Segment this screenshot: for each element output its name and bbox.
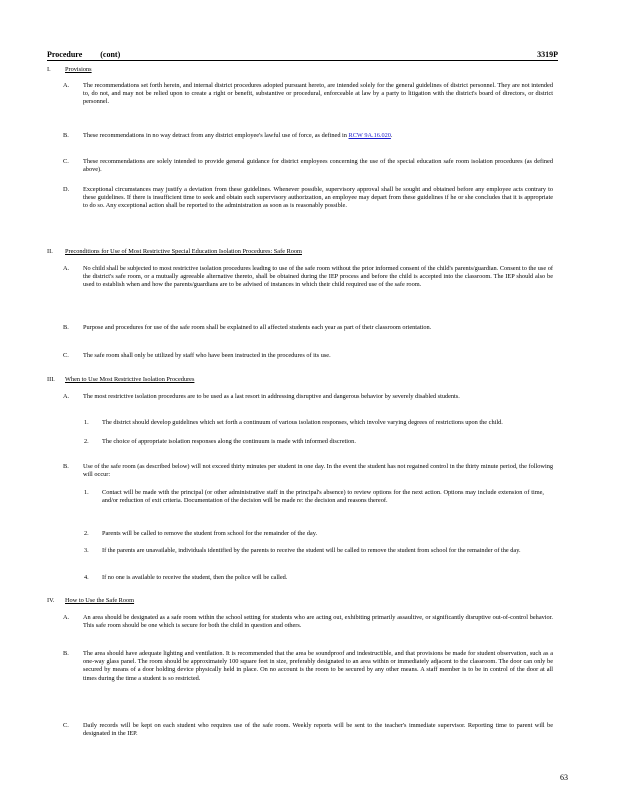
item-text: The recommendations set forth herein, and internal district procedures adopted pursuant hereto, are intended solely for the general guidelines of district personnel. They are not intended to, do not, and may not be relied upon to create a right or benefit, substantive or procedural, enforceable at law by a party to litigation with the district's board of directors, or district personnel.	[83, 82, 553, 106]
item-letter: B.	[63, 324, 69, 331]
sub-item-text: If no one is available to receive the student, then the police will be called.	[102, 574, 288, 581]
item-letter: A.	[63, 393, 70, 400]
section-numeral: IV.	[47, 597, 55, 604]
item-letter: C.	[63, 352, 69, 359]
item-text: The most restrictive isolation procedures are to be used as a last resort in addressing disruptive and dangerous behavior by severely disabled students.	[83, 393, 460, 400]
item-letter: B.	[63, 463, 69, 470]
item-letter: C.	[63, 722, 69, 729]
item-text: Daily records will be kept on each student who requires use of the safe room. Weekly reports will be sent to the teacher's immediate supervisor. Reporting time to parent will be designated in the IEP.	[83, 722, 553, 738]
item-text: An area should be designated as a safe room within the school setting for students who are acting out, exhibiting primarily assaultive, or significantly disruptive out-of-control behavior. This safe room should be one which is secure for both the child in question and others.	[83, 614, 553, 630]
item-text: The safe room shall only be utilized by staff who have been instructed in the procedures of its use.	[83, 352, 331, 359]
page-number: 63	[560, 773, 568, 782]
item-letter: A.	[63, 82, 70, 89]
sub-item-text: The choice of appropriate isolation responses along the continuum is made with informed discretion.	[102, 438, 356, 445]
header-cont: (cont)	[100, 50, 121, 59]
sub-item-number: 3.	[84, 547, 89, 554]
item-text-body: These recommendations in no way detract from any district employee's lawful use of force, as defined in	[83, 132, 347, 139]
sub-item-text: The district should develop guidelines which set forth a continuum of various isolation responses, which involve varying degrees of restrictions upon the child.	[102, 419, 503, 426]
item-letter: C.	[63, 158, 69, 165]
item-letter: B.	[63, 650, 69, 657]
section-title: Preconditions for Use of Most Restrictive Special Education Isolation Procedures: Safe Room	[65, 248, 302, 255]
item-letter: D.	[63, 186, 70, 193]
sub-item-text: Contact will be made with the principal (or other administrative staff in the principal's absence) to review options for the next action. Options may include extension of time, and/or reduction of exit criteria. Documentation of the decision will be made re: the decision and reasons thereof.	[102, 489, 544, 505]
section-numeral: III.	[47, 376, 55, 383]
item-text-tail: .	[390, 132, 393, 139]
item-text: Exceptional circumstances may justify a deviation from these guidelines. Whenever possible, supervisory approval shall be sought and obtained before any employee acts contrary to these guidelines. If there is insufficient time to seek and obtain such supervisory authorization, an employee may depart from these guidelines if he or she concludes that it is appropriate to do so. Any exceptional action shall be reported to the administration as soon as is reasonably possible.	[83, 186, 553, 210]
rcw-link[interactable]: RCW 9A.16.020	[348, 132, 391, 139]
item-text: No child shall be subjected to most restrictive isolation procedures leading to use of the safe room without the prior informed consent of the child's parents/guardian. Consent to the use of the district's safe room, or a mutually agreeable alternative thereto, shall be obtained during the IEP process and before the child is accepted into the classroom. The IEP should also be used to establish when and how the parents/guardians are to be advised of instances in which their child required use of the safe room.	[83, 265, 553, 289]
section-title: Provisions	[65, 66, 92, 73]
item-text	[83, 132, 553, 140]
header-label: Procedure	[47, 50, 83, 59]
sub-item-number: 4.	[84, 574, 89, 581]
item-text: Purpose and procedures for use of the safe room shall be explained to all affected students each year as part of their classroom orientation.	[83, 324, 432, 331]
policy-number: 3319P	[537, 50, 558, 59]
section-numeral: I.	[47, 66, 51, 73]
sub-item-text: Parents will be called to remove the student from school for the remainder of the day.	[102, 530, 318, 537]
sub-item-number: 2.	[84, 438, 89, 445]
item-text: These recommendations are solely intended to provide general guidance for district employees concerning the use of the special education safe room isolation procedures (as defined above).	[83, 158, 553, 174]
item-letter: B.	[63, 132, 69, 139]
sub-item-number: 1.	[84, 489, 89, 496]
sub-item-text: If the parents are unavailable, individuals identified by the parents to receive the student will be called to remove the student from school for the remainder of the day.	[102, 547, 521, 554]
section-numeral: II.	[47, 248, 53, 255]
page-header	[47, 50, 558, 61]
item-text: The area should have adequate lighting and ventilation. It is recommended that the area be soundproof and indestructible, and that provisions be made for student observation, such as a one-way glass panel. The room should be approximately 100 square feet in size, preferably designated to an area within or immediately adjacent to the classroom. The door can only be secured by means of a door holding device physically held in place. On no account is the room to be secured by any other means. A staff member is to be in control of the door at all times during the time a student is so restricted.	[83, 650, 553, 682]
sub-item-number: 2.	[84, 530, 89, 537]
item-letter: A.	[63, 265, 70, 272]
item-letter: A.	[63, 614, 70, 621]
sub-item-number: 1.	[84, 419, 89, 426]
section-title: When to Use Most Restrictive Isolation Procedures	[65, 376, 195, 383]
item-text: Use of the safe room (as described below) will not exceed thirty minutes per student in one day. In the event the student has not regained control in the thirty minute period, the following will occur:	[83, 463, 553, 479]
section-title: How to Use the Safe Room	[65, 597, 135, 604]
